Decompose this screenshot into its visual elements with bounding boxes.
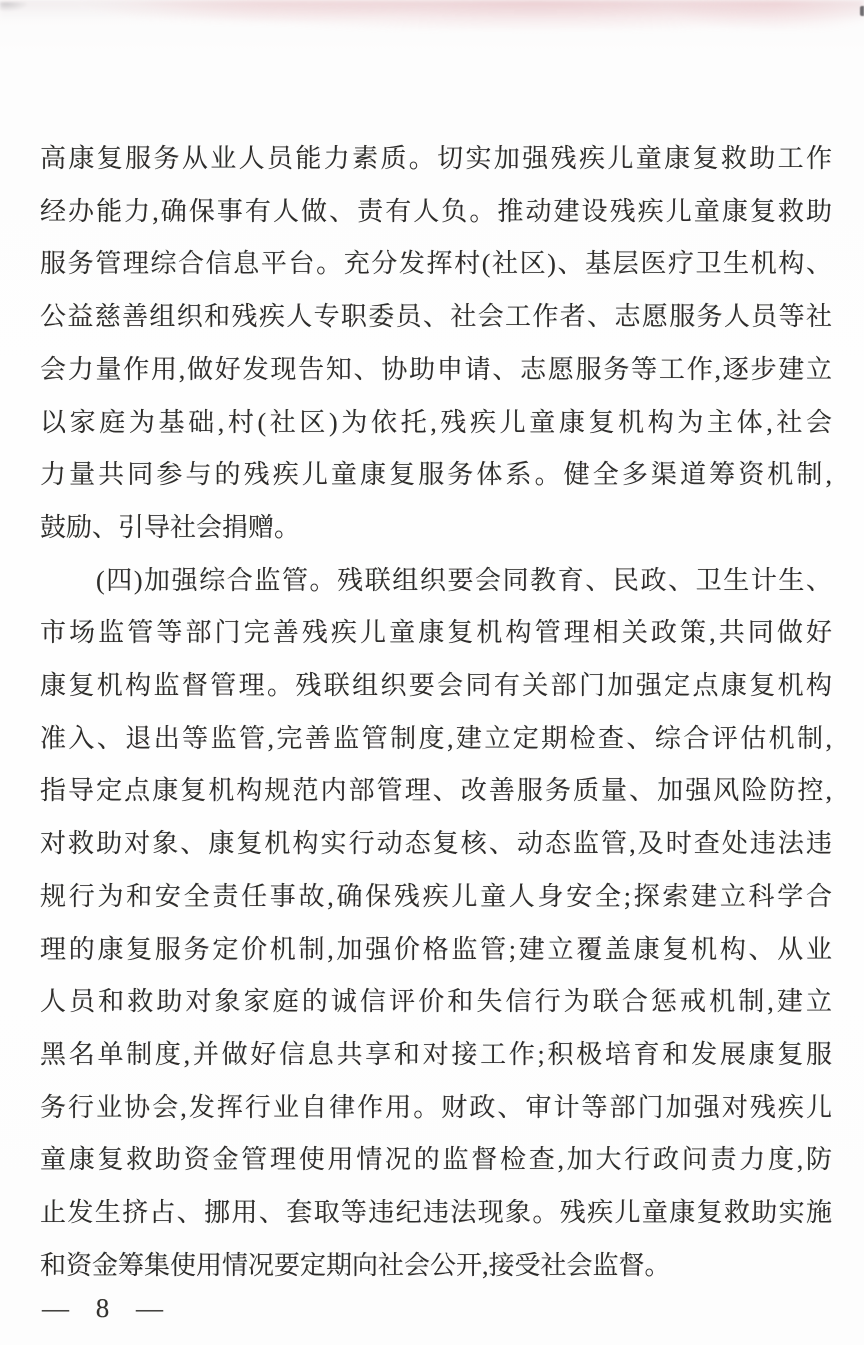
text-line: 以家庭为基础,村(社区)为依托,残疾儿童康复机构为主体,社会 bbox=[40, 407, 832, 437]
text-line: 经办能力,确保事有人做、责有人负。推动建设残疾儿童康复救助 bbox=[40, 196, 832, 226]
text-line: 指导定点康复机构规范内部管理、改善服务质量、加强风险防控, bbox=[40, 776, 832, 806]
text-line: 市场监管等部门完善残疾儿童康复机构管理相关政策,共同做好 bbox=[40, 618, 832, 648]
text-line: 鼓励、引导社会捐赠。 bbox=[40, 512, 301, 542]
text-line: 和资金筹集使用情况要定期向社会公开,接受社会监督。 bbox=[40, 1250, 671, 1280]
text-line: 对救助对象、康复机构实行动态复核、动态监管,及时查处违法违 bbox=[40, 829, 832, 859]
text-line: 公益慈善组织和残疾人专职委员、社会工作者、志愿服务人员等社 bbox=[40, 302, 832, 332]
scan-artifact-right-edge-mark bbox=[860, 6, 864, 16]
text-line: 理的康复服务定价机制,加强价格监管;建立覆盖康复机构、从业 bbox=[40, 934, 832, 964]
text-line: 服务管理综合信息平台。充分发挥村(社区)、基层医疗卫生机构、 bbox=[40, 249, 832, 279]
text-line: 止发生挤占、挪用、套取等违纪违法现象。残疾儿童康复救助实施 bbox=[40, 1198, 832, 1228]
document-body bbox=[40, 133, 832, 1292]
text-line: 童康复救助资金管理使用情况的监督检查,加大行政问责力度,防 bbox=[40, 1145, 832, 1175]
text-line: 康复机构监督管理。残联组织要会同有关部门加强定点康复机构 bbox=[40, 671, 832, 701]
text-line: 务行业协会,发挥行业自律作用。财政、审计等部门加强对残疾儿 bbox=[40, 1092, 832, 1122]
text-line: 会力量作用,做好发现告知、协助申请、志愿服务等工作,逐步建立 bbox=[40, 354, 832, 384]
page-number: — 8 — bbox=[42, 1293, 173, 1323]
scan-artifact-top-left-smudge bbox=[0, 2, 60, 12]
text-line: 规行为和安全责任事故,确保残疾儿童人身安全;探索建立科学合 bbox=[40, 881, 832, 911]
text-line: 力量共同参与的残疾儿童康复服务体系。健全多渠道筹资机制, bbox=[40, 460, 832, 490]
scan-artifact-top-band bbox=[0, 0, 864, 30]
text-line: 黑名单制度,并做好信息共享和对接工作;积极培育和发展康复服 bbox=[40, 1039, 832, 1069]
text-line-section-heading: (四)加强综合监管。残联组织要会同教育、民政、卫生计生、 bbox=[96, 565, 832, 595]
text-line: 人员和救助对象家庭的诚信评价和失信行为联合惩戒机制,建立 bbox=[40, 987, 832, 1017]
text-line: 准入、退出等监管,完善监管制度,建立定期检查、综合评估机制, bbox=[40, 723, 832, 753]
text-line: 高康复服务从业人员能力素质。切实加强残疾儿童康复救助工作 bbox=[40, 144, 832, 173]
